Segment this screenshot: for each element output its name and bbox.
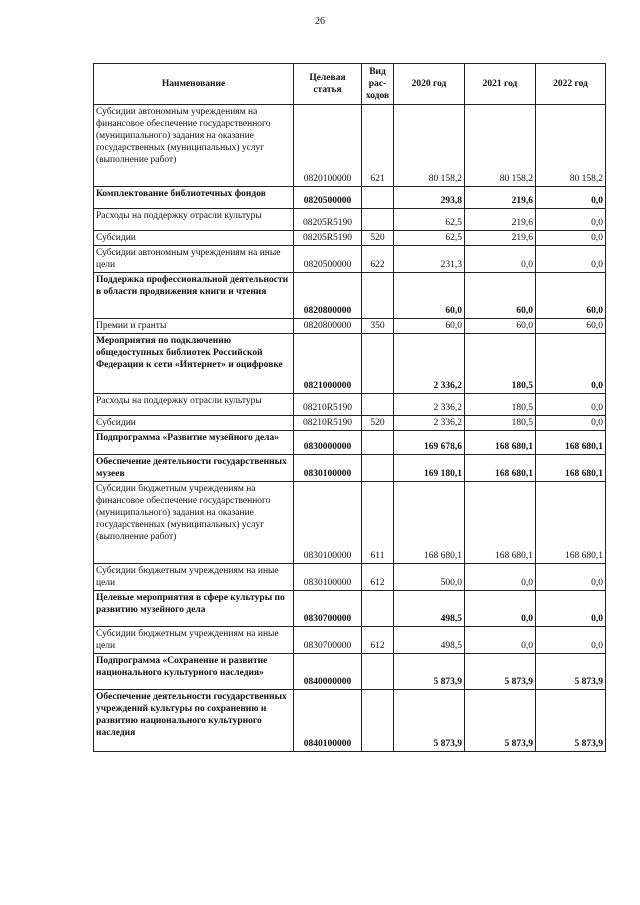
- row-name-cell: Субсидии бюджетным учреждениям на финансовое обеспечение государственного (муниципального) задания на оказание государственных (муниципальных) услуг (выполнение работ): [94, 482, 294, 564]
- page-number: 26: [315, 16, 325, 27]
- row-value-2021-cell: 60,0: [465, 319, 536, 334]
- row-value-2020-cell: 62,5: [394, 231, 465, 246]
- row-name-cell: Подпрограмма «Развитие музейного дела»: [94, 431, 294, 455]
- row-code-cell: 0820800000: [294, 319, 362, 334]
- row-value-2020-cell: 231,3: [394, 246, 465, 273]
- row-value-2022-cell: 0,0: [536, 394, 606, 416]
- row-name-cell: Обеспечение деятельности государственных музеев: [94, 455, 294, 482]
- row-name-cell: Расходы на поддержку отрасли культуры: [94, 209, 294, 231]
- row-value-2022-cell: 0,0: [536, 231, 606, 246]
- row-value-2021-cell: 168 680,1: [465, 455, 536, 482]
- row-name-cell: Субсидии автономным учреждениям на иные цели: [94, 246, 294, 273]
- row-value-2021-cell: 5 873,9: [465, 654, 536, 690]
- row-code-cell: 0830100000: [294, 455, 362, 482]
- row-code-cell: 08210R5190: [294, 394, 362, 416]
- row-code-cell: 0840000000: [294, 654, 362, 690]
- row-value-2022-cell: 60,0: [536, 319, 606, 334]
- column-header-2021: 2021 год: [465, 64, 536, 105]
- row-name-cell: Субсидии: [94, 416, 294, 431]
- row-name-cell: Обеспечение деятельности государственных учреждений культуры по сохранению и развитию национального культурного наследия: [94, 690, 294, 752]
- row-value-2020-cell: 498,5: [394, 591, 465, 627]
- row-value-2022-cell: 60,0: [536, 273, 606, 319]
- row-code-cell: 08210R5190: [294, 416, 362, 431]
- row-code-cell: 0820100000: [294, 105, 362, 187]
- row-expense-type-cell: 611: [362, 482, 394, 564]
- table-row: [94, 209, 606, 231]
- row-value-2020-cell: 169 678,6: [394, 431, 465, 455]
- row-code-cell: 08205R5190: [294, 209, 362, 231]
- row-value-2021-cell: 219,6: [465, 187, 536, 209]
- row-value-2022-cell: 168 680,1: [536, 431, 606, 455]
- row-code-cell: 0821000000: [294, 334, 362, 394]
- table-header-row: [94, 64, 606, 105]
- row-expense-type-cell: 621: [362, 105, 394, 187]
- row-expense-type-cell: [362, 334, 394, 394]
- row-value-2020-cell: 5 873,9: [394, 654, 465, 690]
- row-code-cell: 0830000000: [294, 431, 362, 455]
- row-value-2022-cell: 0,0: [536, 564, 606, 591]
- table-row: [94, 654, 606, 690]
- table-row: [94, 431, 606, 455]
- row-value-2020-cell: 498,5: [394, 627, 465, 654]
- row-expense-type-cell: 520: [362, 231, 394, 246]
- table-row: [94, 627, 606, 654]
- row-expense-type-cell: [362, 431, 394, 455]
- row-value-2021-cell: 219,6: [465, 231, 536, 246]
- budget-table: [93, 63, 606, 752]
- row-value-2020-cell: 2 336,2: [394, 416, 465, 431]
- row-name-cell: Целевые мероприятия в сфере культуры по развитию музейного дела: [94, 591, 294, 627]
- table-row: [94, 246, 606, 273]
- row-code-cell: 0830100000: [294, 564, 362, 591]
- row-name-cell: Поддержка профессиональной деятельности в области продвижения книги и чтения: [94, 273, 294, 319]
- column-header-2022: 2022 год: [536, 64, 606, 105]
- row-value-2022-cell: 0,0: [536, 334, 606, 394]
- row-code-cell: 0830700000: [294, 591, 362, 627]
- row-value-2021-cell: 0,0: [465, 246, 536, 273]
- row-value-2022-cell: 5 873,9: [536, 690, 606, 752]
- table-row: [94, 187, 606, 209]
- row-expense-type-cell: [362, 209, 394, 231]
- row-expense-type-cell: [362, 591, 394, 627]
- row-value-2021-cell: 80 158,2: [465, 105, 536, 187]
- row-code-cell: 0840100000: [294, 690, 362, 752]
- row-value-2022-cell: 0,0: [536, 187, 606, 209]
- row-value-2020-cell: 2 336,2: [394, 334, 465, 394]
- row-value-2022-cell: 80 158,2: [536, 105, 606, 187]
- table-row: [94, 455, 606, 482]
- table-row: [94, 591, 606, 627]
- row-value-2021-cell: 0,0: [465, 564, 536, 591]
- row-value-2021-cell: 219,6: [465, 209, 536, 231]
- row-name-cell: Мероприятия по подключению общедоступных библиотек Российской Федерации к сети «Интернет» и оцифровке: [94, 334, 294, 394]
- table-row: [94, 394, 606, 416]
- row-name-cell: Субсидии: [94, 231, 294, 246]
- row-value-2022-cell: 0,0: [536, 209, 606, 231]
- row-expense-type-cell: [362, 455, 394, 482]
- row-expense-type-cell: [362, 654, 394, 690]
- row-expense-type-cell: 612: [362, 627, 394, 654]
- column-header-name: Наименование: [94, 64, 294, 105]
- row-name-cell: Расходы на поддержку отрасли культуры: [94, 394, 294, 416]
- row-expense-type-cell: [362, 394, 394, 416]
- row-name-cell: Подпрограмма «Сохранение и развитие национального культурного наследия»: [94, 654, 294, 690]
- column-header-2020: 2020 год: [394, 64, 465, 105]
- row-name-cell: Субсидии бюджетным учреждениям на иные цели: [94, 564, 294, 591]
- row-value-2022-cell: 0,0: [536, 416, 606, 431]
- row-expense-type-cell: 520: [362, 416, 394, 431]
- row-value-2020-cell: 80 158,2: [394, 105, 465, 187]
- row-expense-type-cell: [362, 273, 394, 319]
- row-value-2021-cell: 60,0: [465, 273, 536, 319]
- row-value-2022-cell: 168 680,1: [536, 482, 606, 564]
- row-value-2020-cell: 169 180,1: [394, 455, 465, 482]
- row-name-cell: Комплектование библиотечных фондов: [94, 187, 294, 209]
- table-body: [94, 105, 606, 752]
- row-expense-type-cell: 622: [362, 246, 394, 273]
- row-value-2021-cell: 168 680,1: [465, 431, 536, 455]
- row-value-2020-cell: 168 680,1: [394, 482, 465, 564]
- row-value-2021-cell: 0,0: [465, 627, 536, 654]
- row-value-2021-cell: 180,5: [465, 334, 536, 394]
- row-value-2021-cell: 5 873,9: [465, 690, 536, 752]
- row-value-2021-cell: 0,0: [465, 591, 536, 627]
- table-row: [94, 564, 606, 591]
- row-value-2020-cell: 293,8: [394, 187, 465, 209]
- row-expense-type-cell: [362, 187, 394, 209]
- row-expense-type-cell: [362, 690, 394, 752]
- table-row: [94, 231, 606, 246]
- row-value-2022-cell: 0,0: [536, 627, 606, 654]
- table-row: [94, 482, 606, 564]
- row-name-cell: Субсидии бюджетным учреждениям на иные цели: [94, 627, 294, 654]
- row-value-2022-cell: 5 873,9: [536, 654, 606, 690]
- row-value-2020-cell: 2 336,2: [394, 394, 465, 416]
- row-value-2020-cell: 62,5: [394, 209, 465, 231]
- table-row: [94, 416, 606, 431]
- table-row: [94, 273, 606, 319]
- table-row: [94, 690, 606, 752]
- row-name-cell: Субсидии автономным учреждениям на финансовое обеспечение государственного (муниципального) задания на оказание государственных (муниципальных) услуг (выполнение работ): [94, 105, 294, 187]
- row-value-2020-cell: 60,0: [394, 319, 465, 334]
- row-value-2020-cell: 60,0: [394, 273, 465, 319]
- row-value-2022-cell: 168 680,1: [536, 455, 606, 482]
- row-code-cell: 0830100000: [294, 482, 362, 564]
- row-code-cell: 0820500000: [294, 187, 362, 209]
- row-value-2022-cell: 0,0: [536, 591, 606, 627]
- row-code-cell: 08205R5190: [294, 231, 362, 246]
- row-value-2021-cell: 180,5: [465, 394, 536, 416]
- table-row: [94, 334, 606, 394]
- row-value-2022-cell: 0,0: [536, 246, 606, 273]
- row-expense-type-cell: 612: [362, 564, 394, 591]
- row-code-cell: 0820800000: [294, 273, 362, 319]
- row-code-cell: 0830700000: [294, 627, 362, 654]
- table-row: [94, 319, 606, 334]
- row-value-2020-cell: 5 873,9: [394, 690, 465, 752]
- row-value-2021-cell: 180,5: [465, 416, 536, 431]
- row-expense-type-cell: 350: [362, 319, 394, 334]
- table-row: [94, 105, 606, 187]
- column-header-vid: Вид рас- ходов: [362, 64, 394, 105]
- row-value-2021-cell: 168 680,1: [465, 482, 536, 564]
- row-name-cell: Премии и гранты: [94, 319, 294, 334]
- row-code-cell: 0820500000: [294, 246, 362, 273]
- row-value-2020-cell: 500,0: [394, 564, 465, 591]
- column-header-code: Целевая статья: [294, 64, 362, 105]
